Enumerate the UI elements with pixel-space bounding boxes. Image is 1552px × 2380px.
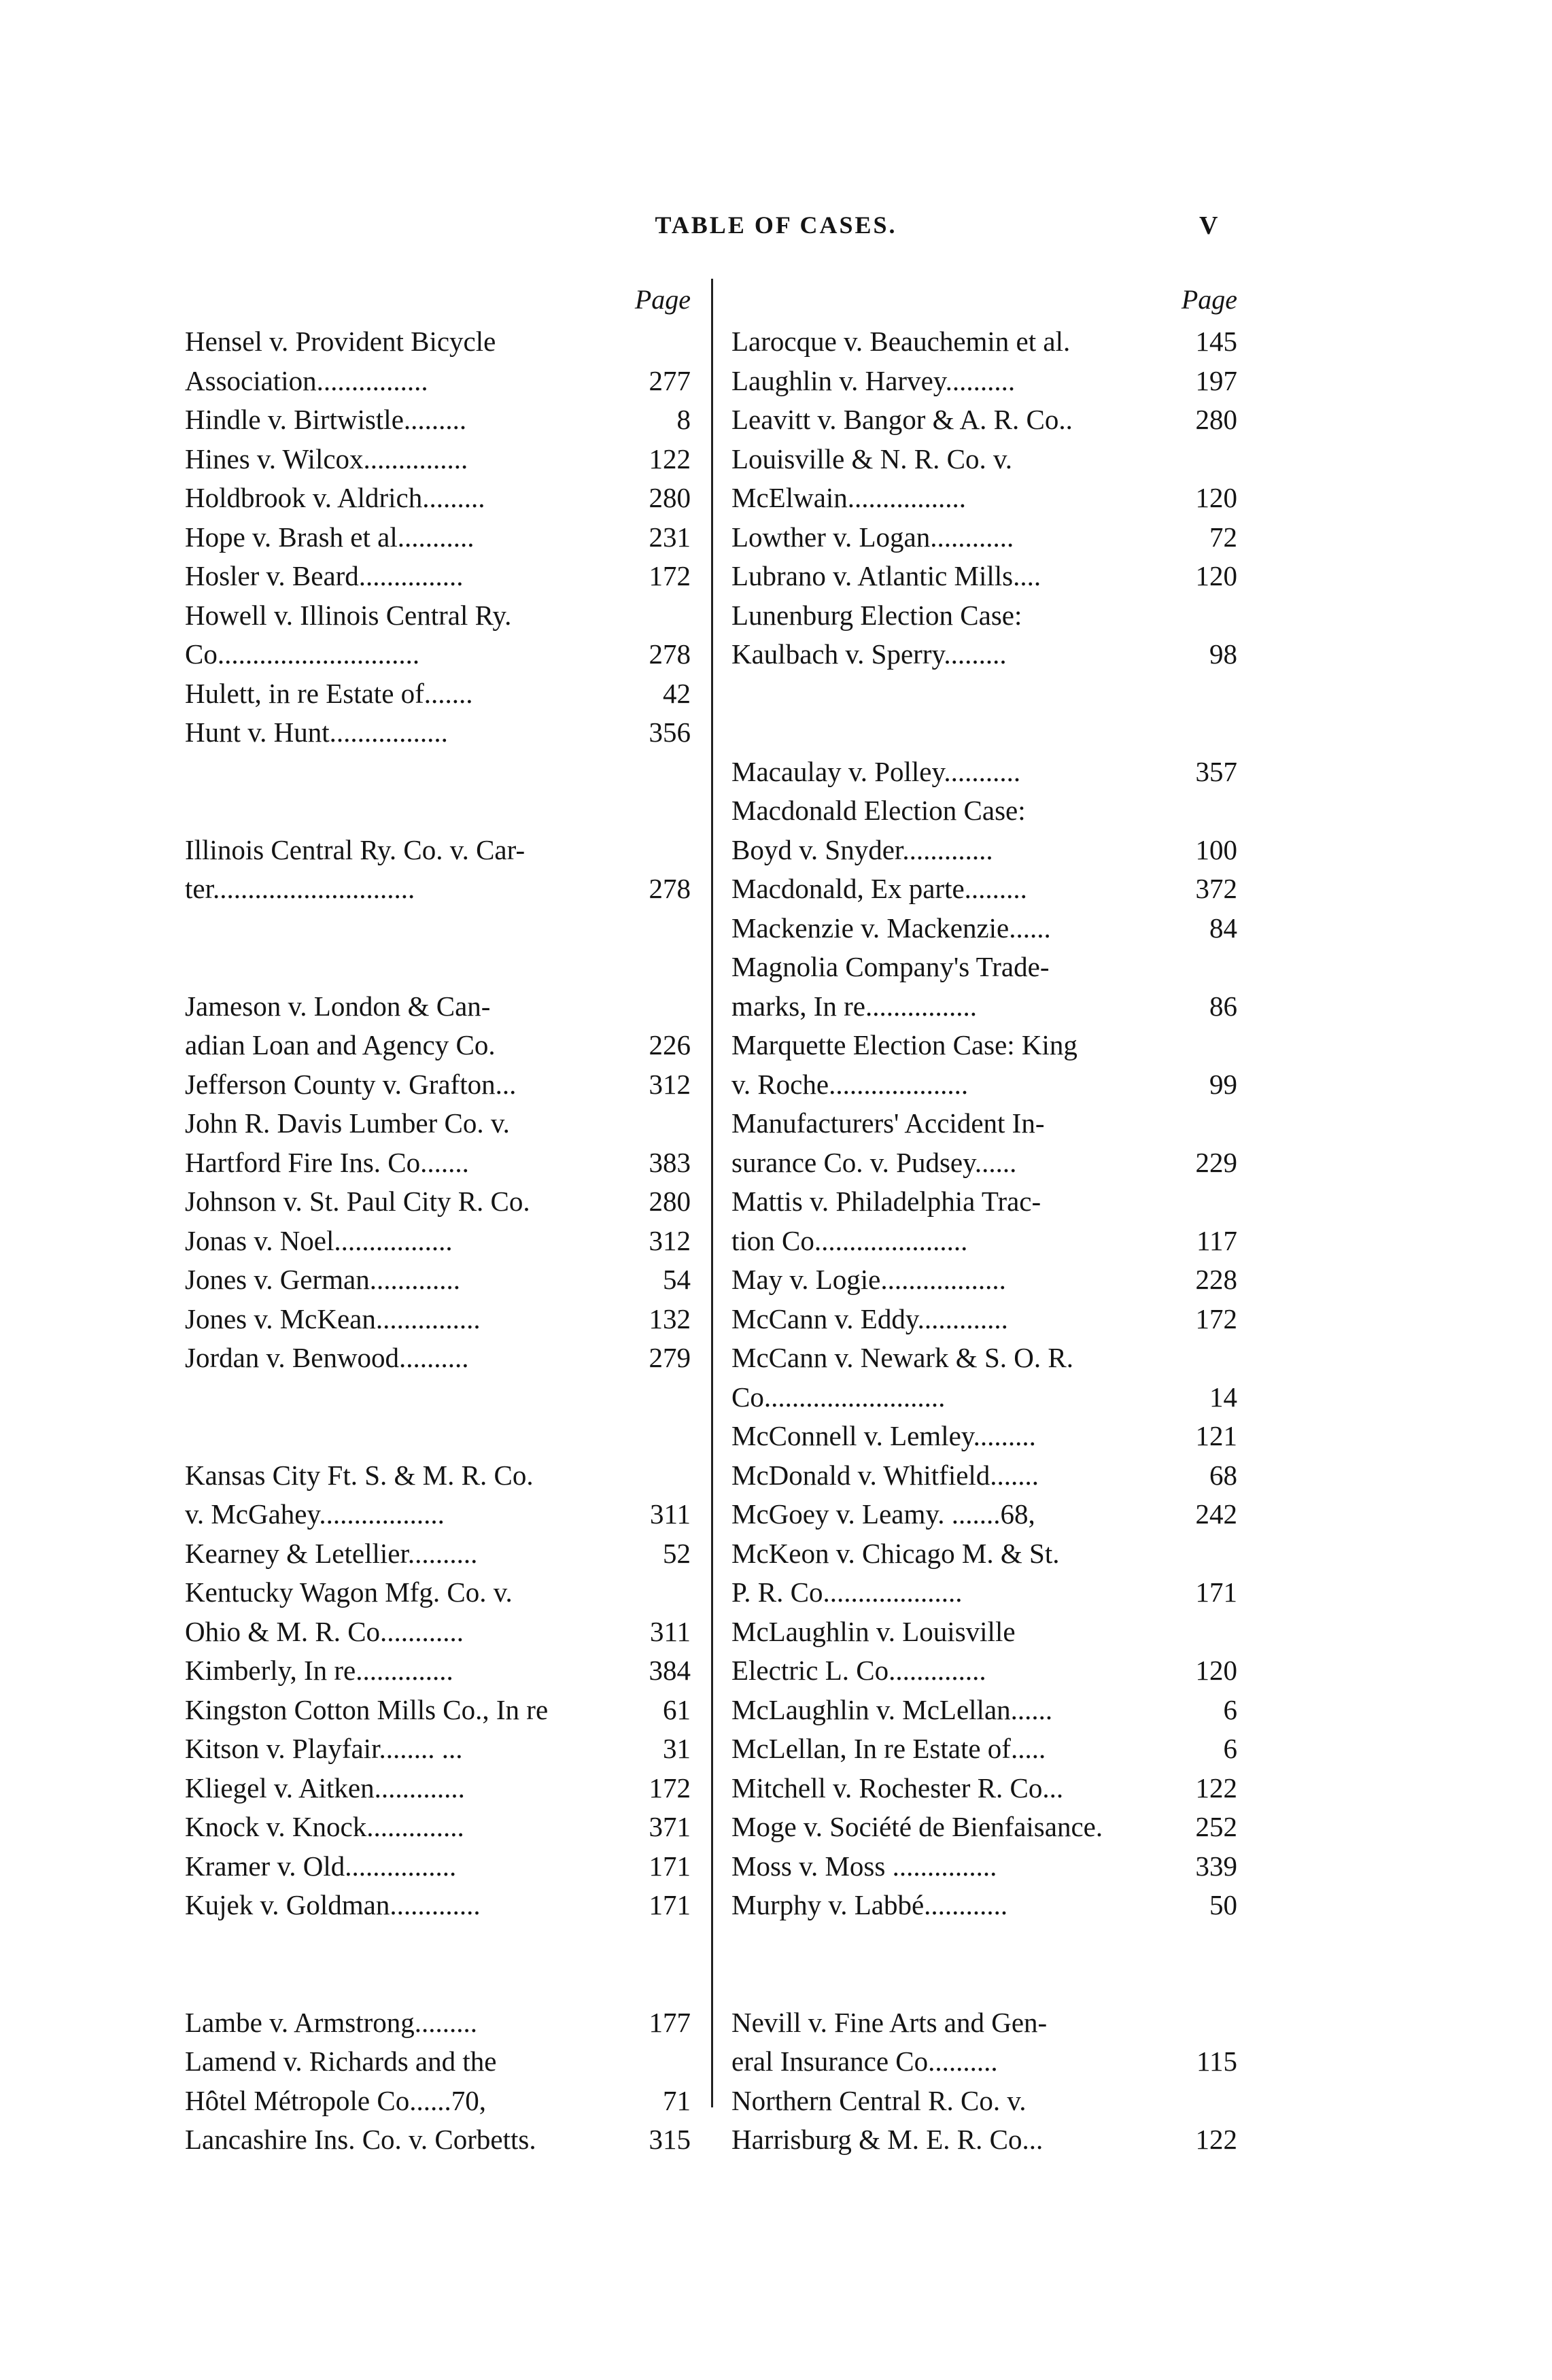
case-name: Kearney & Letellier.......... — [185, 1537, 478, 1569]
case-name: Knock v. Knock.............. — [185, 1811, 464, 1842]
group-spacer — [185, 909, 691, 987]
case-name: Magnolia Company's Trade- marks, In re................ — [731, 951, 1050, 1022]
case-name: Jefferson County v. Grafton... — [185, 1068, 517, 1100]
case-entry — [731, 518, 1237, 557]
case-entry — [185, 1104, 691, 1182]
group-spacer — [731, 1925, 1237, 2003]
case-page: 72 — [1209, 521, 1237, 553]
case-name: Illinois Central Ry. Co. v. Car- ter............................. — [185, 833, 525, 904]
case-name: Louisville & N. R. Co. v. McElwain................. — [731, 443, 1013, 513]
case-name: Hope v. Brash et al........... — [185, 521, 475, 553]
case-entry — [731, 1182, 1237, 1260]
case-entry — [185, 1847, 691, 1886]
case-name: Leavitt v. Bangor & A. R. Co.. — [731, 404, 1073, 435]
case-page: 61 — [663, 1693, 691, 1725]
case-page: 252 — [1195, 1811, 1237, 1842]
case-name: Macaulay v. Polley........... — [731, 755, 1021, 787]
case-name: Kansas City Ft. S. & M. R. Co. v. McGahey.................. — [185, 1459, 534, 1530]
case-name: Kliegel v. Aitken............. — [185, 1772, 465, 1804]
case-page: 145 — [1195, 326, 1237, 357]
case-page: 115 — [1196, 2046, 1237, 2077]
case-name: Manufacturers' Accident In- surance Co. v. Pudsey...... — [731, 1107, 1045, 1178]
case-entry — [731, 1886, 1237, 1925]
case-entry — [185, 1260, 691, 1300]
case-entry — [731, 948, 1237, 1026]
case-name: Lunenburg Election Case: Kaulbach v. Sperry......... — [731, 599, 1022, 670]
case-name: Moss v. Moss ............... — [731, 1850, 997, 1882]
case-entry — [731, 1691, 1237, 1730]
case-entry — [185, 1808, 691, 1847]
column-divider — [711, 279, 713, 2107]
case-name: John R. Davis Lumber Co. v. Hartford Fire Ins. Co....... — [185, 1107, 510, 1178]
case-page: 231 — [649, 521, 691, 553]
case-page: 98 — [1209, 638, 1237, 670]
case-page: 50 — [1209, 1889, 1237, 1920]
case-name: Mackenzie v. Mackenzie...... — [731, 912, 1051, 944]
case-page: 120 — [1195, 1655, 1237, 1686]
case-name: Johnson v. St. Paul City R. Co. — [185, 1186, 530, 1217]
case-name: McLellan, In re Estate of..... — [731, 1733, 1046, 1764]
case-name: Holdbrook v. Aldrich......... — [185, 482, 485, 513]
case-page: 86 — [1209, 990, 1237, 1022]
case-page: 280 — [649, 1186, 691, 1217]
case-entry — [185, 1456, 691, 1534]
case-page: 226 — [649, 1029, 691, 1060]
case-name: Hosler v. Beard............... — [185, 560, 464, 591]
case-name: McKeon v. Chicago M. & St. P. R. Co.................... — [731, 1537, 1060, 1608]
case-name: McCann v. Eddy............. — [731, 1303, 1008, 1334]
case-name: Jones v. German............. — [185, 1264, 460, 1295]
case-page: 277 — [649, 364, 691, 396]
group-spacer — [185, 1378, 691, 1456]
case-page: 177 — [649, 2006, 691, 2038]
left-column — [185, 277, 691, 2160]
case-name: Hindle v. Birtwistle......... — [185, 404, 467, 435]
case-entry — [731, 1300, 1237, 1339]
case-page: 99 — [1209, 1068, 1237, 1100]
case-page: 278 — [649, 873, 691, 904]
case-entry — [731, 1534, 1237, 1612]
case-name: Macdonald, Ex parte......... — [731, 873, 1027, 904]
case-page: 122 — [649, 443, 691, 475]
case-page: 14 — [1209, 1381, 1237, 1413]
case-entry — [731, 2003, 1237, 2082]
case-page: 357 — [1195, 755, 1237, 787]
case-name: Mitchell v. Rochester R. Co... — [731, 1772, 1064, 1804]
case-page: 228 — [1195, 1264, 1237, 1295]
case-entry — [185, 1651, 691, 1691]
case-page: 120 — [1195, 560, 1237, 591]
case-page: 100 — [1195, 833, 1237, 865]
case-page: 229 — [1195, 1146, 1237, 1178]
case-entry — [185, 987, 691, 1065]
case-name: Lamend v. Richards and the Hôtel Métropole Co......70, — [185, 2046, 497, 2116]
case-page: 242 — [1195, 1498, 1237, 1530]
case-name: McLaughlin v. Louisville Electric L. Co.............. — [731, 1615, 1016, 1686]
case-name: Kingston Cotton Mills Co., In re — [185, 1693, 549, 1725]
case-name: Northern Central R. Co. v. Harrisburg & M. E. R. Co... — [731, 2084, 1044, 2155]
case-name: Kentucky Wagon Mfg. Co. v. Ohio & M. R. Co............ — [185, 1576, 513, 1647]
case-name: Kujek v. Goldman............. — [185, 1889, 481, 1920]
case-entry — [731, 1808, 1237, 1847]
case-page: 52 — [663, 1537, 691, 1569]
group-spacer — [185, 1925, 691, 2003]
case-page: 54 — [663, 1264, 691, 1295]
case-entry — [731, 557, 1237, 596]
case-entry — [185, 831, 691, 909]
case-entry — [185, 2042, 691, 2120]
page-column-label: Page — [1181, 284, 1237, 315]
page-numeral: V — [1199, 211, 1218, 240]
case-page: 122 — [1195, 1772, 1237, 1804]
case-entry — [185, 596, 691, 674]
case-entry — [731, 1729, 1237, 1769]
case-entry — [185, 2120, 691, 2160]
case-entry — [185, 440, 691, 479]
case-name: McDonald v. Whitfield....... — [731, 1459, 1039, 1491]
case-entry — [731, 791, 1237, 869]
case-name: Marquette Election Case: King v. Roche.................... — [731, 1029, 1077, 1100]
case-name: Moge v. Société de Bienfaisance. — [731, 1811, 1103, 1842]
case-page: 172 — [1195, 1303, 1237, 1334]
case-page: 68 — [1209, 1459, 1237, 1491]
right-column — [731, 277, 1237, 2160]
case-page: 6 — [1223, 1733, 1237, 1764]
case-name: Hensel v. Provident Bicycle Association................ — [185, 326, 496, 396]
case-entry — [731, 1026, 1237, 1104]
case-page: 42 — [663, 677, 691, 709]
case-page: 311 — [650, 1498, 691, 1530]
case-name: Laughlin v. Harvey.......... — [731, 364, 1016, 396]
case-entry — [185, 1339, 691, 1378]
case-entry — [185, 1691, 691, 1730]
case-name: Kitson v. Playfair........ ... — [185, 1733, 463, 1764]
case-name: Murphy v. Labbé............ — [731, 1889, 1008, 1920]
case-entry — [185, 1886, 691, 1925]
case-page: 84 — [1209, 912, 1237, 944]
case-entry — [185, 1573, 691, 1651]
case-page: 172 — [649, 1772, 691, 1804]
case-entry — [185, 1769, 691, 1808]
case-entry — [185, 1222, 691, 1261]
case-page: 312 — [649, 1224, 691, 1256]
case-entry — [185, 713, 691, 753]
case-entry — [185, 2003, 691, 2043]
case-page: 171 — [649, 1850, 691, 1882]
case-page: 339 — [1195, 1850, 1237, 1882]
case-page: 6 — [1223, 1693, 1237, 1725]
case-name: Lowther v. Logan............ — [731, 521, 1014, 553]
case-page: 356 — [649, 717, 691, 748]
case-page: 315 — [649, 2124, 691, 2155]
case-entry — [731, 869, 1237, 909]
case-page: 8 — [676, 404, 691, 435]
case-entry — [185, 518, 691, 557]
case-page: 372 — [1195, 873, 1237, 904]
case-page: 371 — [649, 1811, 691, 1842]
case-name: McCann v. Newark & S. O. R. Co.......................... — [731, 1342, 1073, 1413]
case-entry — [731, 440, 1237, 518]
case-entry — [731, 1495, 1237, 1534]
case-page: 384 — [649, 1655, 691, 1686]
case-page: 280 — [1195, 404, 1237, 435]
case-entry — [731, 1104, 1237, 1182]
case-page: 172 — [649, 560, 691, 591]
case-entry — [731, 753, 1237, 792]
case-entry — [731, 322, 1237, 362]
case-entry — [731, 909, 1237, 948]
case-entry — [731, 1456, 1237, 1496]
case-entry — [185, 674, 691, 714]
case-entry — [185, 1729, 691, 1769]
case-name: Jordan v. Benwood.......... — [185, 1342, 469, 1373]
case-page: 117 — [1196, 1224, 1237, 1256]
case-name: Kimberly, In re.............. — [185, 1655, 453, 1686]
case-entry — [731, 1260, 1237, 1300]
case-name: Macdonald Election Case: Boyd v. Snyder............. — [731, 795, 1026, 865]
case-page: 71 — [663, 2084, 691, 2116]
case-entry — [731, 1417, 1237, 1456]
group-spacer — [185, 753, 691, 831]
group-spacer — [731, 674, 1237, 753]
case-page: 383 — [649, 1146, 691, 1178]
case-name: Lambe v. Armstrong......... — [185, 2006, 478, 2038]
page-column-label: Page — [634, 284, 691, 315]
case-name: McConnell v. Lemley......... — [731, 1420, 1036, 1451]
case-entry — [185, 479, 691, 518]
running-header-title: TABLE OF CASES. — [655, 211, 897, 239]
case-name: Jones v. McKean............... — [185, 1303, 481, 1334]
case-name: Nevill v. Fine Arts and Gen- eral Insurance Co.......... — [731, 2006, 1048, 2077]
case-page: 279 — [649, 1342, 691, 1373]
case-page: 280 — [649, 482, 691, 513]
case-entry — [731, 1339, 1237, 1417]
case-entry — [731, 2082, 1237, 2160]
case-page: 120 — [1195, 482, 1237, 513]
case-name: McGoey v. Leamy. .......68, — [731, 1498, 1035, 1530]
case-page: 197 — [1195, 364, 1237, 396]
case-name: Kramer v. Old................ — [185, 1850, 457, 1882]
case-name: Hines v. Wilcox............... — [185, 443, 468, 475]
case-name: Larocque v. Beauchemin et al. — [731, 326, 1071, 357]
case-entry — [185, 1065, 691, 1105]
case-name: McLaughlin v. McLellan...... — [731, 1693, 1053, 1725]
case-name: Lubrano v. Atlantic Mills.... — [731, 560, 1041, 591]
case-entry — [731, 1612, 1237, 1691]
case-page: 312 — [649, 1068, 691, 1100]
case-page: 171 — [649, 1889, 691, 1920]
case-name: Hunt v. Hunt................. — [185, 717, 448, 748]
case-entry — [731, 1847, 1237, 1886]
case-page: 31 — [663, 1733, 691, 1764]
case-name: Lancashire Ins. Co. v. Corbetts. — [185, 2124, 536, 2155]
case-entry — [731, 362, 1237, 401]
case-entry — [731, 1769, 1237, 1808]
case-name: Hulett, in re Estate of....... — [185, 677, 473, 709]
case-entry — [731, 400, 1237, 440]
case-page: 122 — [1195, 2124, 1237, 2155]
case-page: 311 — [650, 1615, 691, 1647]
case-entry — [185, 1182, 691, 1222]
case-entry — [185, 1534, 691, 1574]
case-name: Jameson v. London & Can- adian Loan and Agency Co. — [185, 990, 496, 1060]
case-name: Mattis v. Philadelphia Trac- tion Co...................... — [731, 1186, 1041, 1256]
case-page: 132 — [649, 1303, 691, 1334]
case-entry — [185, 400, 691, 440]
case-entry — [185, 322, 691, 400]
case-entry — [185, 1300, 691, 1339]
case-page: 121 — [1195, 1420, 1237, 1451]
case-name: Howell v. Illinois Central Ry. Co............................. — [185, 599, 512, 670]
case-name: Jonas v. Noel................. — [185, 1224, 453, 1256]
case-page: 171 — [1195, 1576, 1237, 1608]
case-entry — [185, 557, 691, 596]
case-entry — [731, 596, 1237, 674]
case-page: 278 — [649, 638, 691, 670]
case-name: May v. Logie.................. — [731, 1264, 1006, 1295]
